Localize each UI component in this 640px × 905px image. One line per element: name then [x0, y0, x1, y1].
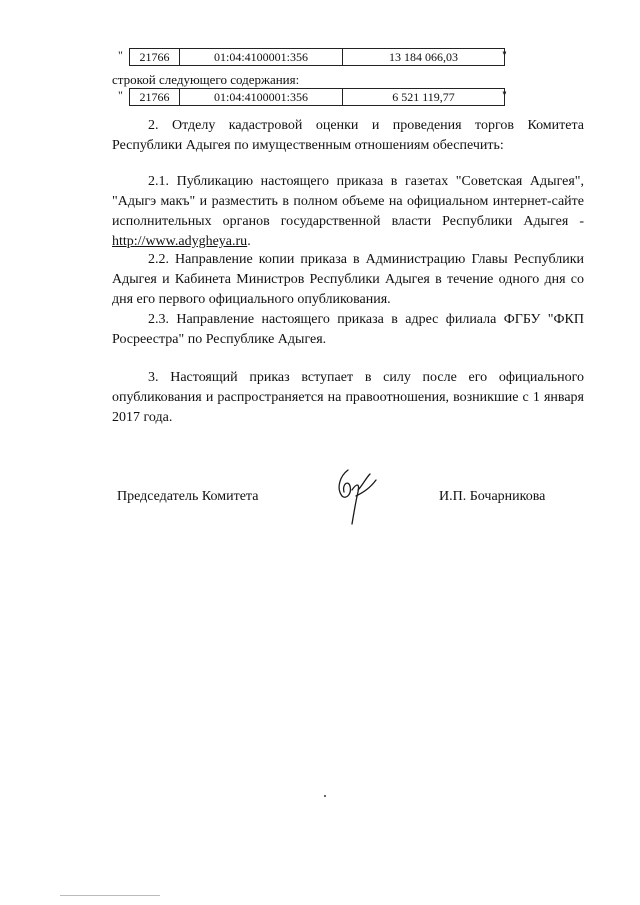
between-text: строкой следующего содержания:: [112, 72, 300, 87]
cell-cadastral: 01:04:4100001:356: [180, 89, 343, 105]
cell-cadastral: 01:04:4100001:356: [180, 49, 343, 65]
signatory-name: И.П. Бочарникова: [439, 489, 546, 504]
paragraph-2-2: 2.2. Направление копии приказа в Администрацию Главы Республики Адыгея и Кабинета Министров Республики Адыгея в течение одного дня со дня его первого официального опубликования.: [112, 252, 584, 307]
paragraph-2-1-text: 2.1. Публикацию настоящего приказа в газетах "Советская Адыгея", "Адыгэ макъ" и разместить в полном объеме на официальном интернет-сайте исполнительных органов государственной власти Республики Адыгея -: [112, 174, 584, 229]
cell-value: 13 184 066,03: [389, 50, 458, 64]
table-cells: [129, 48, 505, 66]
table-row: [110, 88, 520, 108]
paragraph-2-1: [112, 172, 584, 252]
paragraph-2-1-end: .: [247, 234, 251, 249]
table-cells: [129, 88, 505, 106]
footer-line: [60, 895, 160, 896]
close-quote: ": [502, 88, 507, 102]
paragraph-3: 3. Настоящий приказ вступает в силу после его официального опубликования и распространяется на правоотношения, возникшие с 1 января 2017 года.: [112, 370, 584, 425]
close-quote: ": [502, 48, 507, 62]
paragraph-2-3: 2.3. Направление настоящего приказа в адрес филиала ФГБУ "ФКП Росреестра" по Республике Адыгея.: [112, 312, 584, 347]
open-quote: ": [118, 88, 123, 102]
cell-value: 6 521 119,77: [392, 90, 455, 104]
cell-number: 21766: [130, 49, 180, 65]
cell-number: 21766: [130, 89, 180, 105]
page-dot: [324, 795, 326, 797]
signatory-title: Председатель Комитета: [117, 489, 259, 504]
paragraph-2: 2. Отделу кадастровой оценки и проведения торгов Комитета Республики Адыгея по имущественным отношениям обеспечить:: [112, 118, 584, 153]
table-row: [110, 48, 520, 68]
handwritten-signature: [330, 466, 386, 528]
website-link[interactable]: http://www.adygheya.ru: [112, 234, 248, 249]
open-quote: ": [118, 48, 123, 62]
